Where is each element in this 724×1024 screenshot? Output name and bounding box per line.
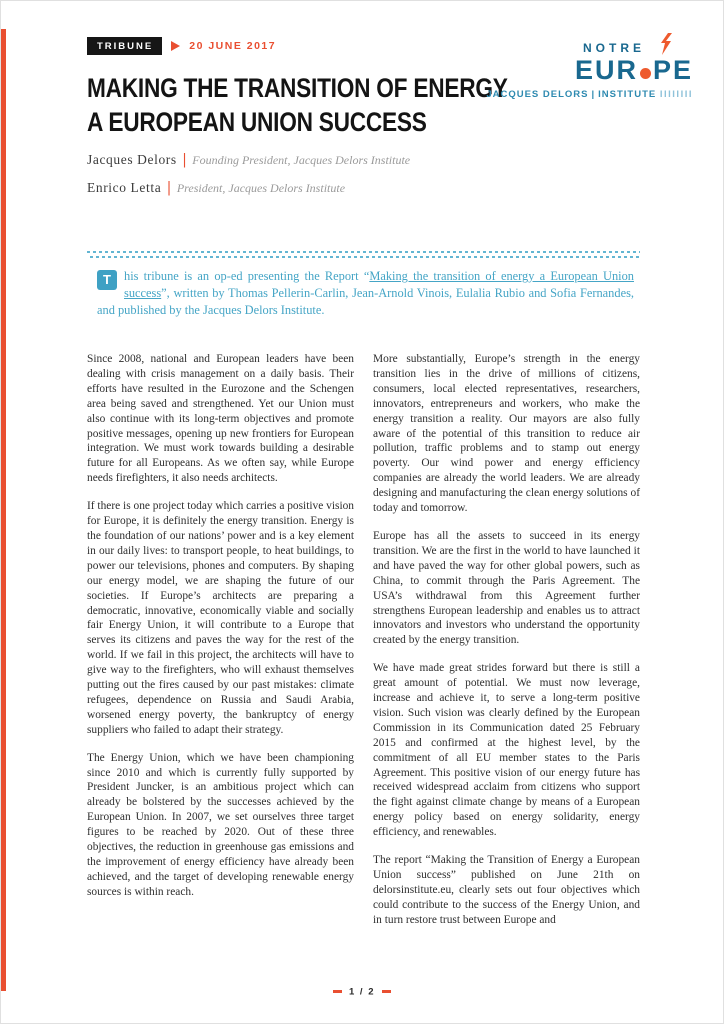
dropcap-badge: T xyxy=(97,270,117,290)
paragraph: If there is one project today which carries a positive vision for Europe, it is definitely the energy transition. Energy is the foundation of our nations’ power and is a key element in our daily lives: to transport people, to heat buildings, to power our televisions, phones and computers. By shaping our energy model, we are shaping the future of our societies. If Europe’s architects are preparing a democratic, innovative, economically viable and socially fair Energy Union, it will contribute to a Europe that serves its citizens and paves the way for the rest of the world. If we fail in this project, the architects will have to give way to the firefighters, who will exhaust themselves putting out the fires caused by our past mistakes: climate refugees, dependence on Russia and Saudi Arabia, worsened energy poverty, the bankruptcy of energy suppliers who failed to adapt their strategy. xyxy=(87,500,354,736)
paragraph: The Energy Union, which we have been championing since 2010 and which is currently fully supported by President Juncker, is an ambitious project which can already be bolstered by the successes achieved by the European Union. In 2007, we set ourselves three target figures to be reached by 2020. Out of these three objectives, the reduction in greenhouse gas emissions and the improvement of energy efficiency have already been achieved, and the target of developing renewable energy sources is within reach. xyxy=(87,751,354,898)
author-row xyxy=(87,151,410,169)
body-right-column xyxy=(373,352,640,941)
body-left-column xyxy=(87,352,354,941)
paragraph: More substantially, Europe’s strength in the energy transition lies in the drive of millions of citizens, consumers, local elected representatives, researchers, innovators, entrepreneurs and workers, who make the energy transition a reality. Our mayors are also fully aware of the potential of this transition to reduce air pollution, traffic problems and to stamp out energy poverty. Our wind power and energy efficiency companies are already the world leaders. We are already designing and manufacturing the clean energy solutions of today and tomorrow. xyxy=(373,353,640,515)
left-accent-bar xyxy=(1,29,6,991)
footer-dash-icon xyxy=(382,990,391,993)
page-footer xyxy=(1,983,723,1001)
header xyxy=(87,37,276,55)
orange-dot-icon xyxy=(640,68,651,79)
lightning-bolt-icon xyxy=(659,33,673,60)
authors-block xyxy=(87,151,410,207)
author-row xyxy=(87,179,410,197)
logo-europe-part1: EUR xyxy=(574,55,638,85)
body-columns xyxy=(87,352,640,941)
paragraph: Europe has all the assets to succeed in its energy transition. We are the first in the world to have launched it and have paved the way for other global powers, such as China, to commit through the Paris Agreement. The USA’s withdrawal from this Agreement further strengthens European leadership and enables us to attract innovators and investors who understand the opportunity created by the energy transition. xyxy=(373,529,640,647)
author-name: Jacques Delors xyxy=(87,152,177,167)
logo-jacques-delors-text: JACQUES DELORS xyxy=(486,89,589,100)
paragraph: We have made great strides forward but there is still a great amount of potential. We must now leverage, increase and achieve it, to serve a long-term positive vision. Such vision was clearly defined by the European Commission in its Communication dated 25 February 2015 and confirmed at the highest level, by the commitment of all EU member states to the Paris Agreement. This positive vision of our energy future has received widespread acclaim from citizens who support the fight against climate change by means of a European energy policy based on energy solidarity, energy efficiency, and renewables. xyxy=(373,662,640,839)
logo-tick-marks-icon: IIIIIIII xyxy=(659,89,693,100)
page-title-line-2: A EUROPEAN UNION SUCCESS xyxy=(87,107,427,137)
author-role: Founding President, Jacques Delors Institute xyxy=(192,153,411,167)
publication-date: 20 JUNE 2017 xyxy=(189,40,277,52)
tribune-badge: TRIBUNE xyxy=(87,37,162,55)
note-text-after-link: ”, written by Thomas Pellerin-Carlin, Jean-Arnold Vinois, Eulalia Rubio and Sofia Fernandes, and published by the Jacques Delors Institute. xyxy=(97,286,634,317)
author-role: President, Jacques Delors Institute xyxy=(176,181,346,195)
author-name: Enrico Letta xyxy=(87,180,162,195)
paragraph: Since 2008, national and European leaders have been dealing with crisis management on a daily basis. Their efforts have resulted in the Eurozone and the Schengen area being saved and strengthened. Yet our Union must also continue with its long-term objectives and promote positive messages, opening up new frontiers for European integration. We must work towards building a desirable future for all Europeans. As we often say, while Europe needs firefighters, it also needs architects. xyxy=(87,353,354,485)
footer-dash-icon xyxy=(333,990,342,993)
logo-europe-part2: PE xyxy=(652,55,693,85)
logo-notre-text: NOTRE xyxy=(583,41,645,55)
arrow-right-icon xyxy=(171,41,180,51)
editorial-note xyxy=(97,268,634,319)
notre-europe-logo xyxy=(463,41,693,100)
logo-separator: | xyxy=(591,89,596,100)
author-separator: | xyxy=(167,179,171,196)
logo-institute-line xyxy=(463,89,693,100)
dotted-separator-band xyxy=(87,251,640,258)
page-title-line-1: MAKING THE TRANSITION OF ENERGY xyxy=(87,73,508,103)
note-text-before-link: his tribune is an op-ed presenting the Report “ xyxy=(124,269,370,283)
report-link[interactable]: Making the transition of energy a European Union success xyxy=(124,269,634,300)
logo-institute-text: INSTITUTE xyxy=(598,89,657,100)
paragraph: The report “Making the Transition of Energy a European Union success” published on June 21th on delorsinstitute.eu, clearly sets out four objectives which could contribute to the success of the Energy Union, and in turn restore trust between Europe and xyxy=(373,854,640,926)
page-number: 1 / 2 xyxy=(349,986,375,998)
author-separator: | xyxy=(182,151,187,168)
